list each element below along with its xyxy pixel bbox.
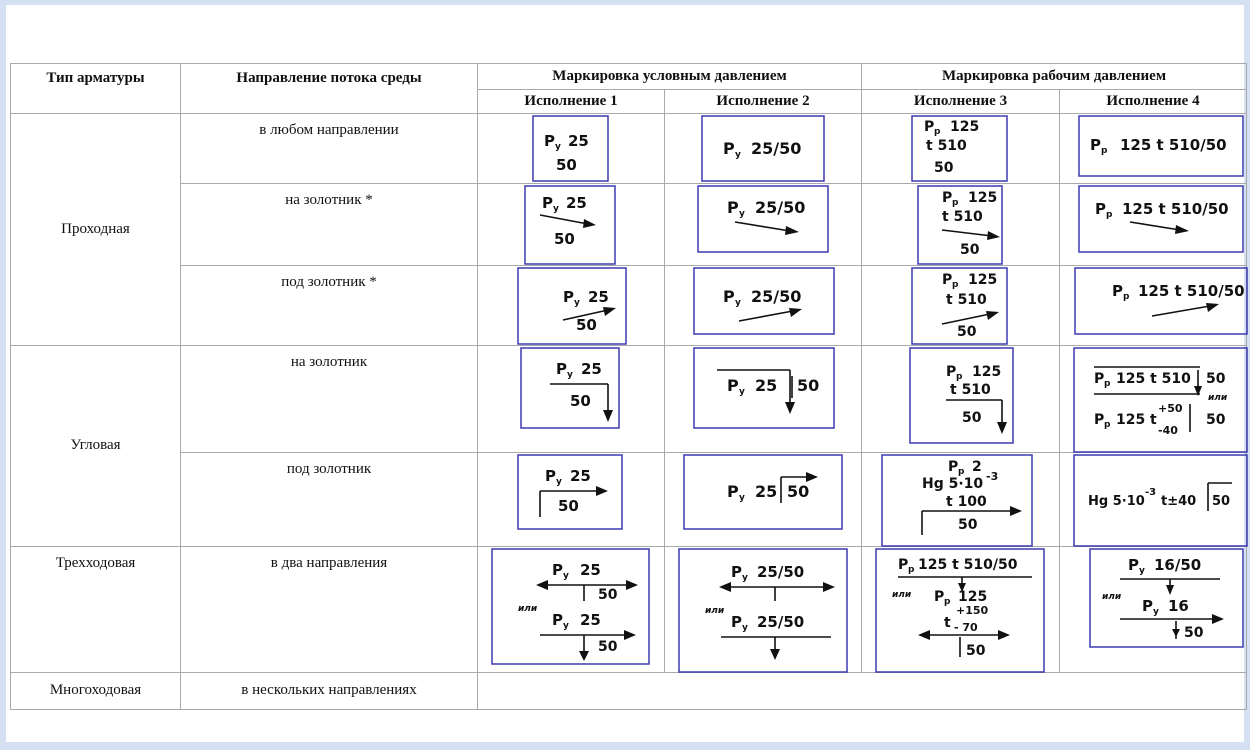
svg-text:у: у — [556, 476, 562, 487]
svg-text:25: 25 — [580, 560, 601, 579]
svg-text:P: P — [723, 286, 735, 306]
svg-text:50: 50 — [1184, 624, 1204, 641]
svg-text:50: 50 — [556, 156, 577, 175]
mark-r4-v2 — [665, 346, 862, 452]
svg-text:р: р — [958, 466, 965, 477]
svg-text:50: 50 — [598, 638, 618, 655]
svg-text:у: у — [567, 370, 573, 381]
svg-text:25: 25 — [580, 610, 601, 629]
mark-r1-v1 — [478, 114, 665, 183]
marking-table — [10, 63, 1247, 710]
svg-text:р: р — [1123, 291, 1130, 302]
svg-text:P: P — [942, 271, 953, 288]
mark-r2-v4 — [1060, 184, 1247, 265]
svg-text:50: 50 — [598, 586, 618, 603]
mark-r6-v1 — [478, 547, 665, 672]
svg-text:р: р — [1104, 420, 1111, 431]
svg-text:50: 50 — [576, 315, 597, 334]
mark-r3-v1 — [478, 266, 665, 346]
svg-text:Hg 5·10: Hg 5·10 — [1088, 493, 1145, 509]
mark-r3-v2 — [665, 266, 862, 346]
svg-text:125 t 510/50: 125 t 510/50 — [918, 556, 1018, 573]
svg-text:-3: -3 — [1145, 486, 1157, 498]
direction-on-spool-angle: на золотник — [290, 354, 368, 371]
svg-text:р: р — [952, 197, 959, 208]
svg-text:у: у — [739, 387, 745, 398]
svg-text:P: P — [542, 193, 553, 212]
header-variant-3: Исполнение 3 — [862, 90, 1060, 114]
svg-text:125 t 510/50: 125 t 510/50 — [1122, 199, 1229, 218]
svg-text:25: 25 — [581, 360, 602, 379]
svg-text:16/50: 16/50 — [1154, 555, 1202, 574]
svg-text:у: у — [739, 492, 745, 503]
mark-r2-v3 — [862, 184, 1060, 265]
svg-text:P: P — [934, 588, 945, 605]
svg-text:50: 50 — [570, 392, 591, 411]
svg-text:t 510: t 510 — [946, 291, 987, 308]
svg-text:25: 25 — [570, 466, 591, 485]
svg-text:25: 25 — [568, 132, 589, 151]
svg-text:50: 50 — [962, 410, 982, 427]
svg-text:50: 50 — [554, 229, 575, 248]
svg-text:P: P — [946, 364, 957, 381]
svg-text:125: 125 — [950, 119, 980, 136]
mark-r6-v3 — [862, 547, 1060, 672]
svg-text:P: P — [1142, 596, 1153, 615]
svg-text:P: P — [552, 560, 563, 579]
svg-text:или: или — [518, 603, 538, 614]
svg-text:P: P — [727, 376, 739, 396]
svg-text:- 70: - 70 — [954, 620, 978, 634]
svg-text:р: р — [1101, 146, 1108, 157]
svg-text:р: р — [956, 372, 963, 383]
svg-text:-3: -3 — [986, 469, 999, 483]
svg-text:25: 25 — [588, 287, 609, 306]
svg-text:Hg 5·10: Hg 5·10 — [922, 475, 984, 492]
svg-text:у: у — [735, 297, 741, 308]
svg-text:25/50: 25/50 — [757, 562, 805, 581]
header-variant-4: Исполнение 4 — [1060, 90, 1247, 114]
svg-text:р: р — [934, 127, 941, 138]
direction-any: в любом направлении — [259, 122, 399, 139]
svg-text:2: 2 — [972, 458, 982, 475]
type-three-way: Трехходовая — [55, 554, 136, 571]
mark-r1-v2 — [665, 114, 862, 183]
direction-multi: в нескольких направлениях — [241, 681, 417, 698]
header-working: Маркировка рабочим давлением — [862, 64, 1247, 90]
svg-text:у: у — [742, 622, 748, 633]
header-direction: Направление потока среды — [181, 64, 478, 114]
svg-text:125: 125 — [968, 189, 998, 206]
svg-text:25: 25 — [566, 193, 587, 212]
svg-text:P: P — [544, 132, 555, 151]
svg-text:50: 50 — [960, 241, 980, 258]
svg-text:P: P — [727, 481, 739, 501]
svg-text:у: у — [555, 142, 561, 153]
svg-text:P: P — [563, 287, 574, 306]
header-variant-1: Исполнение 1 — [478, 90, 665, 114]
svg-text:или: или — [1102, 591, 1122, 602]
svg-text:у: у — [1139, 565, 1145, 576]
svg-text:P: P — [924, 119, 935, 136]
svg-text:25/50: 25/50 — [751, 139, 802, 159]
svg-text:50: 50 — [934, 160, 954, 177]
mark-r2-v1 — [478, 184, 665, 265]
svg-text:+50: +50 — [1158, 402, 1183, 416]
svg-text:р: р — [1104, 379, 1111, 390]
mark-r5-v3 — [862, 453, 1060, 546]
svg-text:25: 25 — [755, 376, 778, 396]
svg-text:P: P — [723, 139, 735, 159]
type-three-way-cell — [11, 546, 181, 672]
multi-way-empty — [478, 672, 1247, 709]
svg-text:р: р — [944, 596, 951, 607]
mark-r1-v4 — [1060, 114, 1247, 183]
svg-text:50: 50 — [966, 642, 986, 659]
mark-r3-v3 — [862, 266, 1060, 346]
svg-text:25/50: 25/50 — [755, 197, 806, 217]
svg-text:16: 16 — [1168, 596, 1189, 615]
mark-r5-v1 — [478, 453, 665, 546]
svg-text:50: 50 — [558, 496, 579, 515]
type-multi-way: Многоходовая — [49, 681, 142, 698]
svg-text:р: р — [1106, 209, 1113, 220]
svg-text:P: P — [1128, 555, 1139, 574]
svg-text:125 t 510: 125 t 510 — [1116, 371, 1191, 388]
svg-text:у: у — [742, 572, 748, 583]
svg-text:или: или — [892, 589, 912, 600]
svg-text:у: у — [1153, 606, 1159, 617]
svg-text:P: P — [1094, 412, 1105, 429]
svg-text:P: P — [552, 610, 563, 629]
svg-text:125 t 510/50: 125 t 510/50 — [1138, 281, 1245, 300]
header-type: Тип арматуры — [11, 64, 181, 114]
svg-text:у: у — [553, 203, 559, 214]
svg-text:р: р — [952, 279, 959, 290]
mark-r3-v4 — [1060, 266, 1247, 346]
svg-text:t 100: t 100 — [946, 493, 987, 510]
svg-text:25: 25 — [755, 481, 778, 501]
svg-text:или: или — [705, 605, 725, 616]
mark-r4-v3 — [862, 346, 1060, 452]
svg-text:t: t — [944, 614, 951, 631]
mark-r4-v1 — [478, 346, 665, 452]
svg-text:125 t 510/50: 125 t 510/50 — [1120, 136, 1227, 155]
svg-text:или: или — [1208, 393, 1228, 404]
svg-text:P: P — [731, 612, 742, 631]
svg-text:50: 50 — [1212, 493, 1231, 509]
svg-text:P: P — [545, 466, 556, 485]
svg-text:у: у — [739, 208, 745, 219]
mark-r1-v3 — [862, 114, 1060, 183]
svg-text:125: 125 — [958, 588, 988, 605]
svg-text:50: 50 — [1206, 412, 1226, 429]
svg-text:у: у — [563, 620, 569, 631]
header-conditional: Маркировка условным давлением — [478, 64, 862, 90]
mark-r4-v4 — [1060, 346, 1247, 452]
direction-two: в два направления — [270, 554, 388, 571]
mark-r6-v4 — [1060, 547, 1247, 672]
svg-text:P: P — [1095, 199, 1106, 218]
svg-text:P: P — [1112, 281, 1123, 300]
svg-text:50: 50 — [797, 376, 820, 396]
svg-text:50: 50 — [1206, 371, 1226, 388]
svg-text:P: P — [942, 189, 953, 206]
direction-under-spool-angle: под золотник — [286, 460, 372, 477]
svg-text:P: P — [556, 360, 567, 379]
svg-text:50: 50 — [958, 516, 978, 533]
mark-r5-v4 — [1060, 453, 1247, 546]
direction-under-spool: под золотник * — [281, 273, 377, 290]
svg-text:50: 50 — [787, 481, 810, 501]
svg-text:P: P — [948, 458, 959, 475]
mark-r2-v2 — [665, 184, 862, 265]
svg-text:P: P — [1090, 136, 1101, 155]
svg-text:50: 50 — [957, 323, 977, 340]
svg-text:125: 125 — [972, 364, 1002, 381]
svg-text:+150: +150 — [956, 603, 989, 617]
svg-text:-40: -40 — [1158, 424, 1178, 438]
svg-text:у: у — [735, 150, 741, 161]
type-pass: Проходная — [11, 114, 181, 346]
svg-text:P: P — [898, 556, 909, 573]
svg-text:р: р — [908, 564, 915, 575]
type-angle: Угловая — [11, 346, 181, 547]
svg-text:у: у — [574, 297, 580, 308]
svg-text:t 510: t 510 — [926, 138, 967, 155]
svg-text:P: P — [727, 197, 739, 217]
svg-text:25/50: 25/50 — [751, 286, 802, 306]
page — [6, 5, 1244, 742]
header-variant-2: Исполнение 2 — [665, 90, 862, 114]
svg-text:P: P — [1094, 371, 1105, 388]
mark-r6-v2 — [665, 547, 862, 672]
svg-text:t±40: t±40 — [1161, 493, 1197, 509]
svg-text:t: t — [1150, 412, 1157, 429]
svg-text:125: 125 — [968, 271, 998, 288]
svg-text:у: у — [563, 570, 569, 581]
mark-r5-v2 — [665, 453, 862, 546]
svg-text:125: 125 — [1116, 412, 1146, 429]
svg-text:t 510: t 510 — [942, 208, 983, 225]
svg-text:P: P — [731, 562, 742, 581]
svg-text:t 510: t 510 — [950, 382, 991, 399]
direction-on-spool: на золотник * — [285, 191, 373, 208]
svg-text:25/50: 25/50 — [757, 612, 805, 631]
